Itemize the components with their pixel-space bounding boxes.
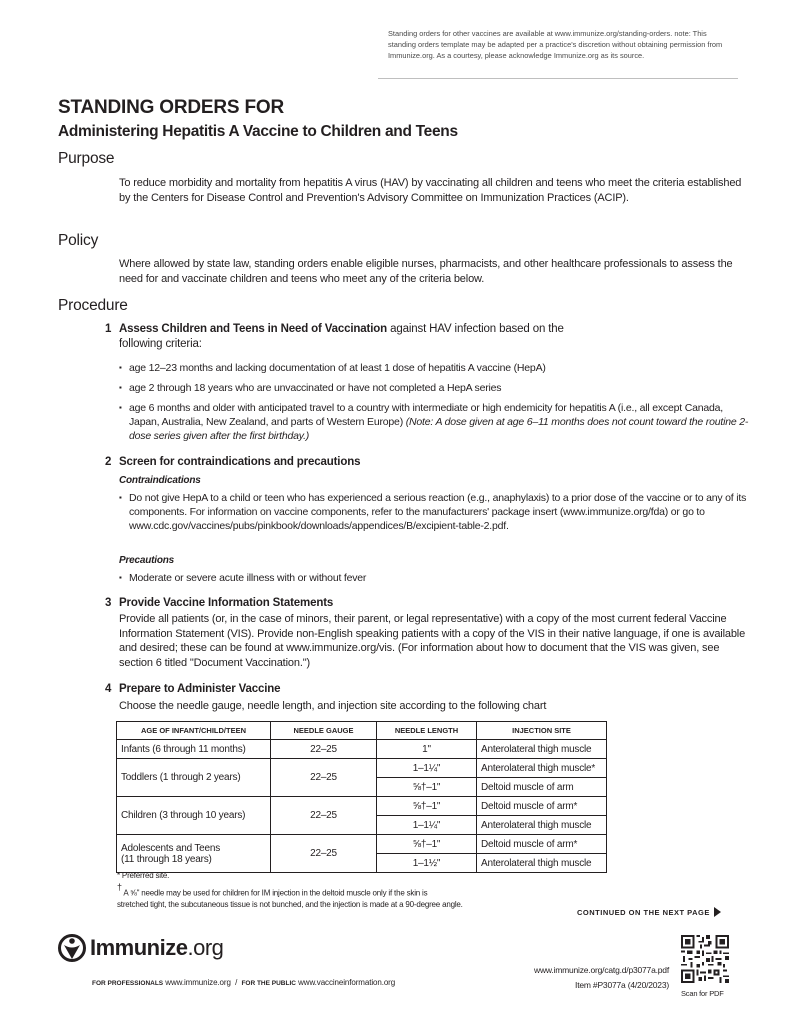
qr-code-icon[interactable] [681, 935, 729, 983]
length-cell: ⅝†–1" [377, 778, 477, 797]
site-cell: Anterolateral thigh muscle [477, 854, 607, 873]
site-cell: Deltoid muscle of arm [477, 778, 607, 797]
site-cell: Anterolateral thigh muscle [477, 816, 607, 835]
col-header-length: NEEDLE LENGTH [377, 722, 477, 740]
step-2: 2 Screen for contraindications and precautions [105, 456, 361, 468]
step-title: Screen for contraindications and precautions [119, 456, 361, 468]
page-subtitle: Administering Hepatitis A Vaccine to Children and Teens [58, 123, 458, 140]
procedure-heading: Procedure [58, 297, 128, 314]
professionals-label: FOR PROFESSIONALS [92, 980, 164, 987]
contraindication-bullet: ▪ Do not give HepA to a child or teen who has experienced a serious reaction (e.g., anaphylaxis) to a prior dose of the vaccine or to any of its components. For information on vaccine components, refer to the manufacturers' package insert (www.immunize.org/fda) or go to www.cdc.gov/vaccines/pubs/pinkbook/downloads/appendices/B/excipient-table-2.pdf. [119, 491, 749, 533]
pdf-link[interactable]: www.immunize.org/catg.d/p3077a.pdf [534, 965, 669, 975]
needle-chart [116, 721, 607, 873]
site-cell: Anterolateral thigh muscle* [477, 759, 607, 778]
table-row [117, 740, 607, 759]
site-cell: Deltoid muscle of arm* [477, 797, 607, 816]
dose-note: (Note: A dose given at age 6–11 months does not count toward the routine 2-dose series given after the first birthday.) [129, 416, 749, 442]
vis-text: Provide all patients (or, in the case of minors, their parent, or legal representative) with a copy of the most current federal Vaccine Information Statement (VIS). Provide non-English speaking patients with a copy of the VIS in their native language, if one is available and desired; these can be found at www.immunize.org/vis. (For information about how to document that the VIS was given, see section 6 titled "Document Vaccination.") [119, 613, 746, 669]
precaution-bullet: ▪ Moderate or severe acute illness with or without fever [119, 571, 749, 585]
age-cell: Adolescents and Teens (11 through 18 years) [117, 835, 271, 873]
gauge-cell: 22–25 [271, 759, 377, 797]
col-header-site: INJECTION SITE [477, 722, 607, 740]
site-cell: Deltoid muscle of arm* [477, 835, 607, 854]
criteria-bullet: ▪ age 12–23 months and lacking documentation of at least 1 dose of hepatitis A vaccine (HepA) [119, 361, 749, 375]
length-cell: 1" [377, 740, 477, 759]
length-cell: ⅝†–1" [377, 835, 477, 854]
col-header-age: AGE OF INFANT/CHILD/TEEN [117, 722, 271, 740]
footnote-preferred: * Preferred site. [117, 871, 170, 880]
chart-instructions: Choose the needle gauge, needle length, and injection site according to the following chart [119, 700, 547, 712]
continued-next-page: CONTINUED ON THE NEXT PAGE [577, 907, 721, 917]
step-title: Provide Vaccine Information Statements [119, 597, 334, 609]
qr-caption: Scan for PDF [681, 989, 724, 998]
age-cell: Children (3 through 10 years) [117, 797, 271, 835]
step-1: 1 Assess Children and Teens in Need of Vaccination against HAV infection based on the following criteria: [105, 323, 564, 350]
purpose-text: To reduce morbidity and mortality from hepatitis A virus (HAV) by vaccinating all children and teens who meet the criteria established by the Centers for Disease Control and Prevention's Advisory Committee on Immunization Practices (ACIP). [119, 177, 742, 204]
gauge-cell: 22–25 [271, 835, 377, 873]
table-row [117, 797, 607, 816]
step-number: 1 [105, 323, 112, 335]
arrow-right-icon [714, 907, 721, 917]
item-number: Item #P3077a (4/20/2023) [575, 980, 669, 990]
site-cell: Anterolateral thigh muscle [477, 740, 607, 759]
length-cell: ⅝†–1" [377, 797, 477, 816]
note-divider [378, 78, 738, 79]
criteria-bullet: ▪ age 2 through 18 years who are unvaccinated or have not completed a HepA series [119, 381, 749, 395]
table-row [117, 759, 607, 778]
public-label: FOR THE PUBLIC [241, 980, 296, 987]
step-title: Assess Children and Teens in Need of Vaccination [119, 323, 388, 335]
immunize-logo-icon [58, 933, 86, 963]
footer-item-info [534, 963, 669, 993]
footer-links: FOR PROFESSIONALS www.immunize.org / FOR THE PUBLIC www.vaccineinformation.org [92, 978, 396, 987]
precautions-label: Precautions [119, 555, 175, 566]
length-cell: 1–1¼" [377, 759, 477, 778]
footnote-needle: † A ⅝" needle may be used for children for IM injection in the deltoid muscle only if the skin is stretched tight, the subcutaneous tissue is not bunched, and the injection is made at a 90-degree angle. [117, 882, 463, 909]
policy-heading: Policy [58, 232, 99, 249]
step-4: 4 Prepare to Administer Vaccine [105, 683, 281, 695]
age-cell: Infants (6 through 11 months) [117, 740, 271, 759]
age-cell: Toddlers (1 through 2 years) [117, 759, 271, 797]
gauge-cell: 22–25 [271, 740, 377, 759]
public-link[interactable]: www.vaccineinformation.org [298, 978, 396, 987]
criteria-bullet: ▪ age 6 months and older with anticipated travel to a country with intermediate or high endemicity for hepatitis A (i.e., all except Canada, Japan, Australia, New Zealand, and parts of Western Europe) (Note: A dose given at age 6–11 months does not count toward the routine 2-dose series given after the first birthday.) [119, 401, 749, 443]
step-3: 3 Provide Vaccine Information Statements [105, 597, 334, 609]
professionals-link[interactable]: www.immunize.org [165, 978, 231, 987]
table-header-row [117, 722, 607, 740]
length-cell: 1–1½" [377, 854, 477, 873]
contraindications-label: Contraindications [119, 475, 201, 486]
gauge-cell: 22–25 [271, 797, 377, 835]
page-title: STANDING ORDERS FOR [58, 97, 284, 118]
immunize-logo: Immunize.org [58, 933, 223, 963]
purpose-heading: Purpose [58, 150, 115, 167]
table-row [117, 835, 607, 854]
template-note: Standing orders for other vaccines are available at www.immunize.org/standing-orders. note: This standing orders template may be adapted per a practice's discretion without obtaining permission from Immunize.org. As a courtesy, please acknowledge Immunize.org as its source. [388, 29, 723, 60]
length-cell: 1–1¼" [377, 816, 477, 835]
col-header-gauge: NEEDLE GAUGE [271, 722, 377, 740]
step-title: Prepare to Administer Vaccine [119, 683, 281, 695]
policy-text: Where allowed by state law, standing orders enable eligible nurses, pharmacists, and other healthcare professionals to assess the need for and vaccinate children and teens who meet any of the criteria below. [119, 258, 733, 285]
